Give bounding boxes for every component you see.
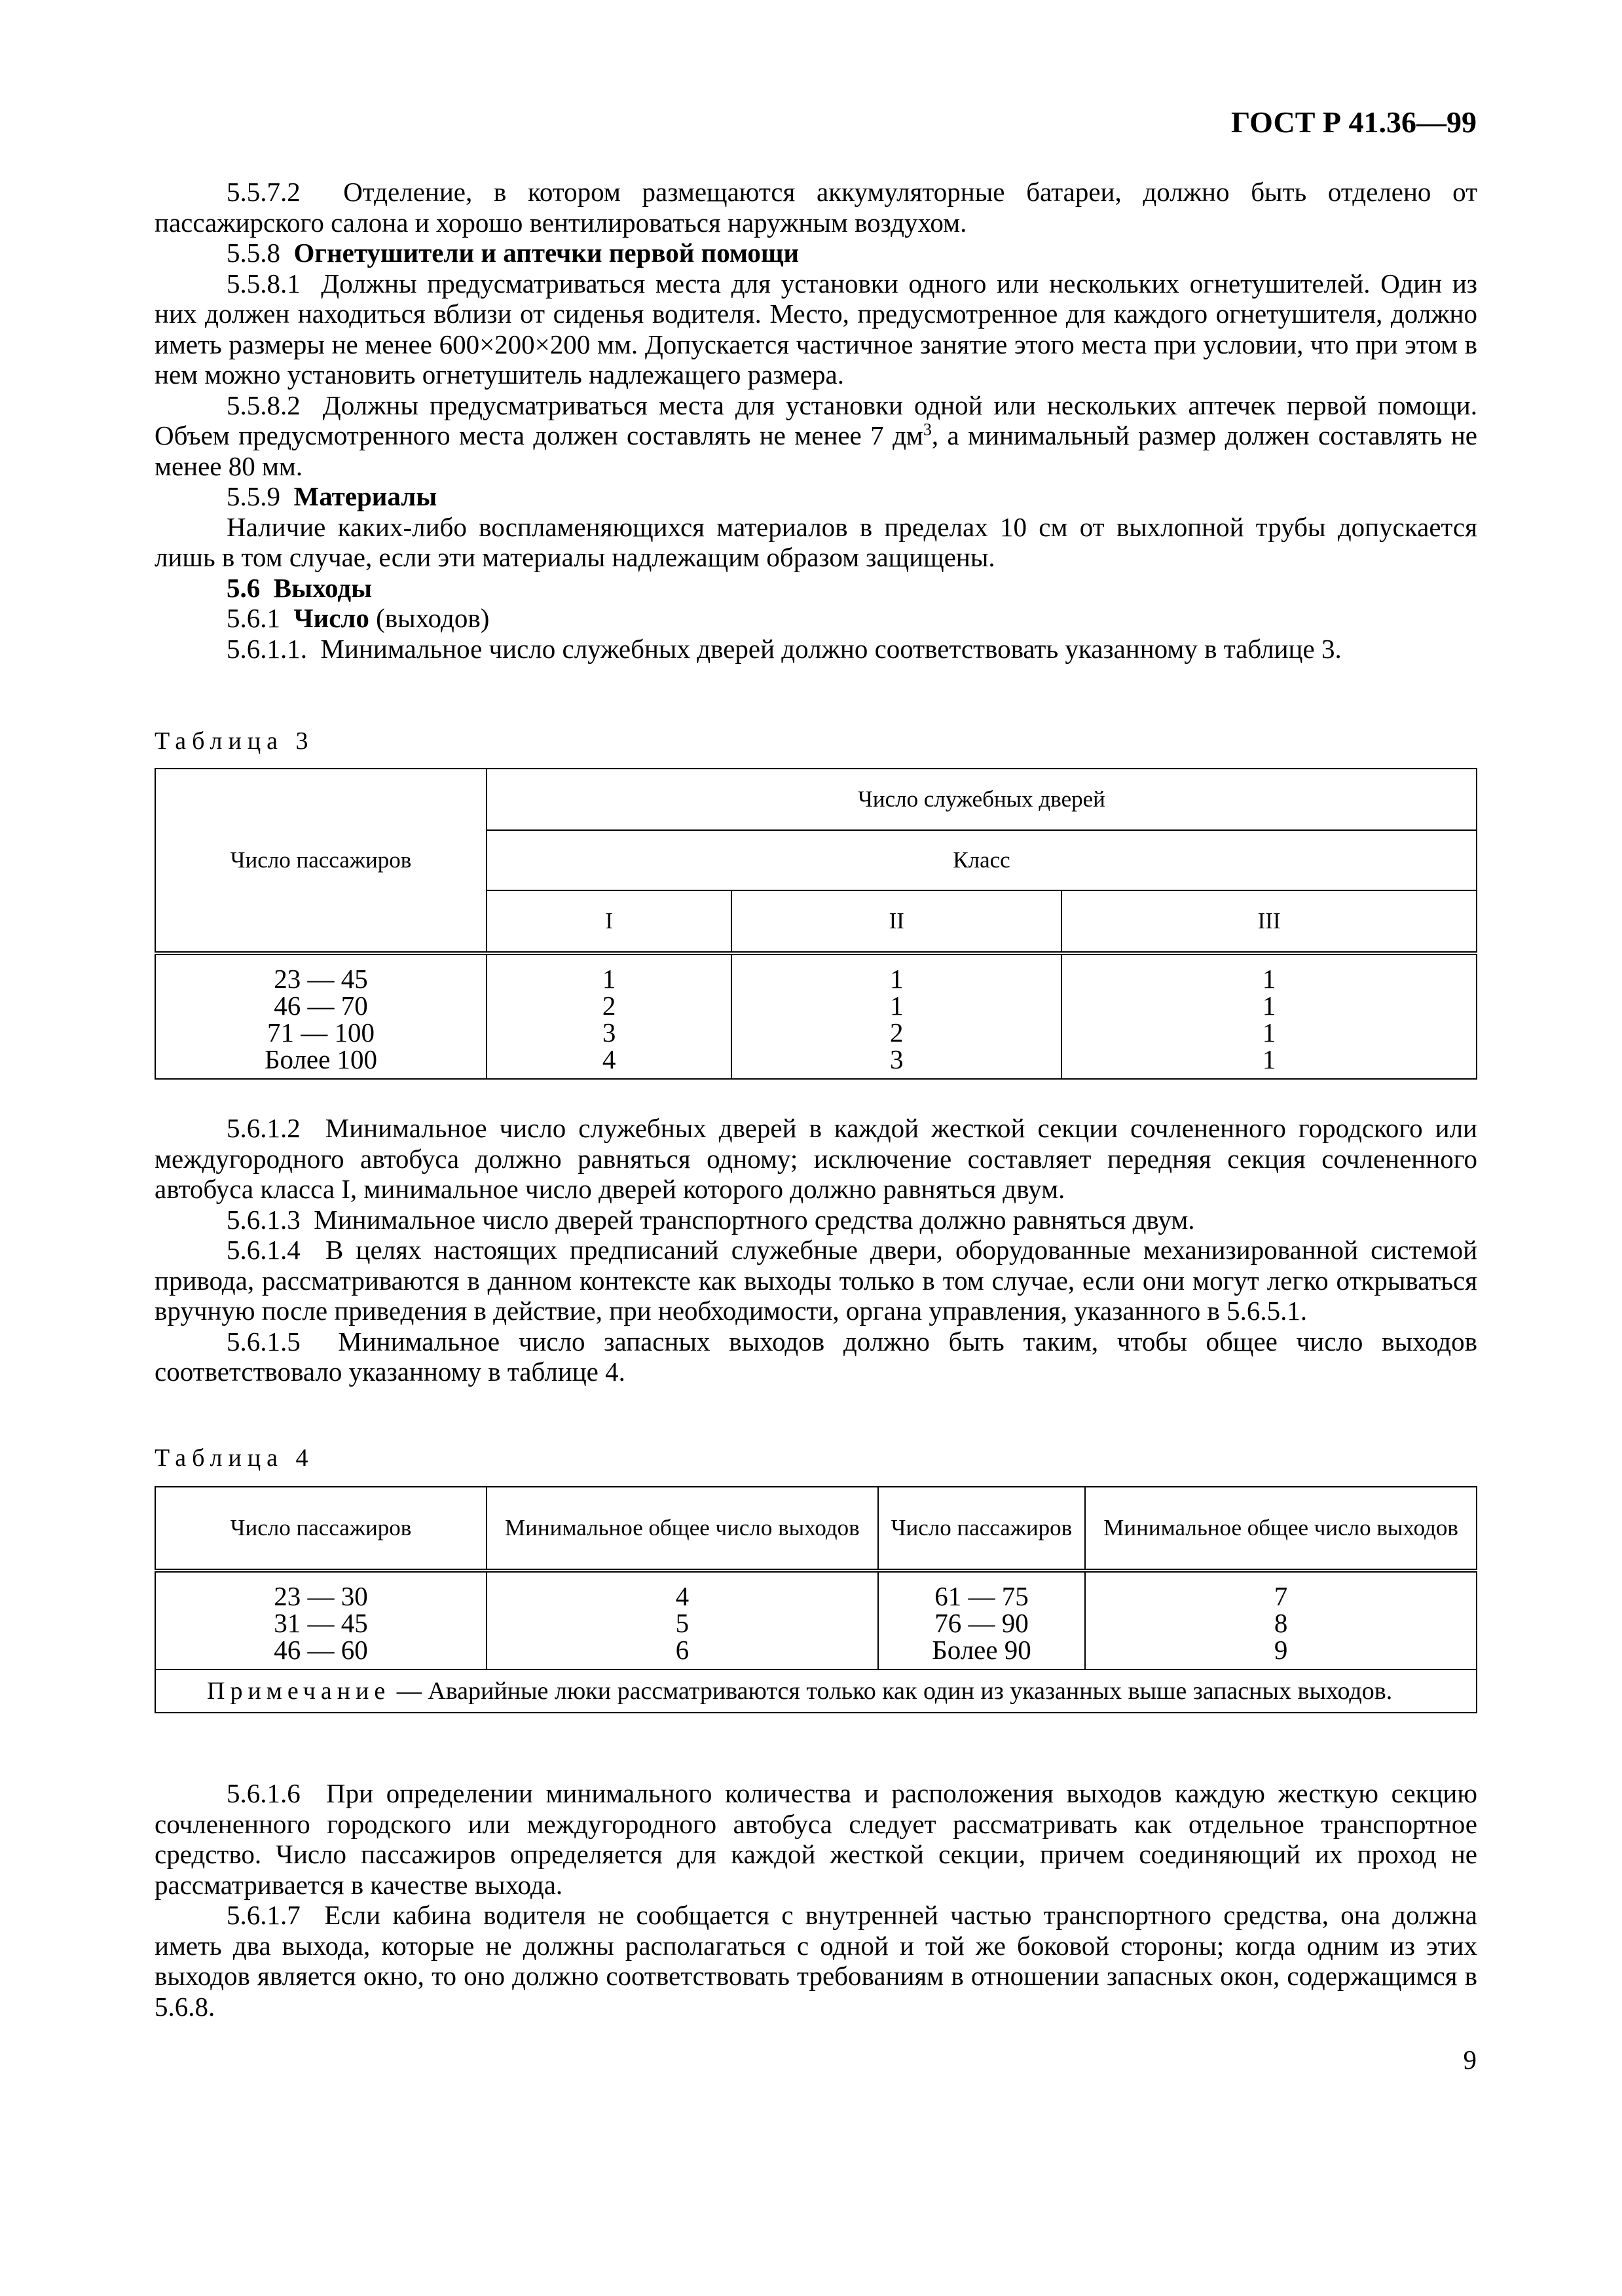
clause-text: Минимальное число служебных дверей в каждой жесткой секции сочлененного городского или междугородного автобуса должно равняться одному; исключение составляет передняя секция сочлененного автобуса класса I, минимальное число дверей которого должно равняться двум. — [155, 1113, 1477, 1204]
cell: 23 — 45 — [274, 964, 368, 994]
clause-number: 5.5.8.2 — [227, 390, 301, 420]
header-class: Класс — [487, 830, 1477, 890]
cell: 1 — [1262, 991, 1276, 1021]
heading-5-6 — [155, 573, 1477, 604]
cell: 1 — [602, 964, 616, 994]
cell: 23 — 30 — [274, 1581, 368, 1611]
paragraph-5-6-1-6 — [155, 1778, 1477, 1900]
header-class-ii: II — [731, 890, 1061, 953]
class-iii-column — [1061, 953, 1477, 1079]
cell: 46 — 60 — [274, 1635, 368, 1665]
section-middle — [155, 1113, 1477, 1387]
header-min-exits: Минимальное общее число выходов — [487, 1487, 878, 1571]
clause-number: 5.6.1.6 — [227, 1778, 301, 1808]
clause-number: 5.6.1.1. — [227, 633, 307, 664]
header-passengers: Число пассажиров — [878, 1487, 1086, 1571]
paragraph-5-6-1-5 — [155, 1326, 1477, 1387]
cell: 1 — [890, 964, 904, 994]
note-text: — Аварийные люки рассматриваются только как один из указанных выше запасных выходов. — [390, 1677, 1393, 1705]
clause-number: 5.6.1.5 — [227, 1326, 301, 1357]
cell: 1 — [1262, 1017, 1276, 1048]
paragraph-5-5-7-2 — [155, 177, 1477, 238]
section-top — [155, 177, 1477, 664]
table-note — [155, 1669, 1477, 1713]
column — [155, 1571, 487, 1669]
column — [878, 1571, 1086, 1669]
clause-number: 5.5.8 — [227, 238, 280, 268]
cell: 31 — 45 — [274, 1608, 368, 1638]
document-code: ГОСТ Р 41.36—99 — [1231, 105, 1477, 139]
cell: 4 — [602, 1044, 616, 1074]
clause-text: При определении минимального количества и расположения выходов каждую жесткую секцию сочлененного городского или междугородного автобуса следует рассматривать как отдельное транспортное средство. Число пассажиров определяется для каждой жесткой секции, причем соединяющий их проход не рассматривается в качестве выхода. — [155, 1778, 1478, 1900]
clause-number: 5.6 — [227, 572, 261, 603]
clause-number: 5.5.7.2 — [227, 177, 301, 207]
table-body — [155, 1571, 1477, 1669]
cell: 1 — [1262, 964, 1276, 994]
paragraph-5-6-1-7 — [155, 1900, 1477, 2022]
header-min-exits: Минимальное общее число выходов — [1085, 1487, 1477, 1571]
table-body — [155, 953, 1477, 1079]
clause-text: , а минимальный размер должен составлять не менее 80 мм. — [155, 420, 1477, 481]
paragraph-5-5-8-2 — [155, 390, 1477, 482]
cell: 3 — [890, 1044, 904, 1074]
cell: 1 — [1262, 1044, 1276, 1074]
column — [487, 1571, 878, 1669]
page-number: 9 — [1463, 2045, 1477, 2075]
cell: 61 — 75 — [934, 1581, 1029, 1611]
cell: 7 — [1274, 1581, 1288, 1611]
paragraph-5-6-1-3 — [155, 1205, 1477, 1235]
class-ii-column — [731, 953, 1061, 1079]
cell: 46 — 70 — [274, 991, 368, 1021]
clause-text: Должны предусматриваться места для установки одной или нескольких аптечек первой помощи. Объем предусмотренного места должен составлять не менее 7 дм — [155, 390, 1477, 450]
clause-text: Если кабина водителя не сообщается с внутренней частью транспортного средства, она должна иметь два выхода, которые не должны располагаться с одной и той же боковой стороны; когда одним из этих выходов является окно, то оно должно соответствовать требованиям в отношении запасных окон, содержащимся в 5.6.8. — [155, 1900, 1478, 2022]
clause-text: Минимальное число дверей транспортного средства должно равняться двум. — [314, 1204, 1195, 1235]
note-label: Примечание — [207, 1677, 391, 1705]
cell: 6 — [675, 1635, 690, 1665]
class-i-column — [487, 953, 731, 1079]
clause-text: Минимальное число служебных дверей должно соответствовать указанному в таблице 3. — [320, 633, 1342, 664]
heading-5-5-9 — [155, 481, 1477, 512]
cell: 5 — [675, 1608, 690, 1638]
header-class-i: I — [487, 890, 731, 953]
section-bottom — [155, 1778, 1477, 2022]
clause-number: 5.6.1.7 — [227, 1900, 301, 1930]
clause-number: 5.5.9 — [227, 481, 280, 511]
table-4 — [155, 1486, 1477, 1713]
paragraph-materials — [155, 512, 1477, 573]
clause-text: Наличие каких-либо воспламеняющихся материалов в пределах 10 см от выхлопной трубы допускается лишь в том случае, если эти материалы надлежащим образом защищены. — [155, 511, 1477, 572]
cell: 8 — [1274, 1608, 1288, 1638]
superscript: 3 — [923, 420, 932, 439]
clause-title: Выходы — [273, 572, 373, 603]
clause-number: 5.6.1.2 — [227, 1113, 301, 1143]
column — [1085, 1571, 1477, 1669]
cell: 9 — [1274, 1635, 1288, 1665]
cell: Более 100 — [264, 1044, 378, 1074]
header-class-iii: III — [1061, 890, 1477, 953]
clause-suffix: (выходов) — [376, 603, 490, 633]
cell: 1 — [890, 991, 904, 1021]
header-passengers: Число пассажиров — [155, 1487, 487, 1571]
clause-title: Огнетушители и аптечки первой помощи — [293, 238, 800, 268]
table-3 — [155, 768, 1477, 1080]
header-passengers: Число пассажиров — [155, 769, 487, 953]
clause-number: 5.6.1.4 — [227, 1235, 301, 1265]
table4-caption: Таблица 4 — [155, 1444, 314, 1472]
clause-title: Число — [293, 603, 369, 633]
cell: 3 — [602, 1017, 616, 1048]
heading-5-6-1 — [155, 603, 1477, 634]
cell: 4 — [675, 1581, 690, 1611]
paragraph-5-6-1-4 — [155, 1235, 1477, 1326]
clause-number: 5.6.1 — [227, 603, 280, 633]
paragraph-5-6-1-2 — [155, 1113, 1477, 1205]
clause-number: 5.6.1.3 — [227, 1204, 301, 1235]
clause-text: Минимальное число запасных выходов должно быть таким, чтобы общее число выходов соответствовало указанному в таблице 4. — [155, 1326, 1477, 1387]
heading-5-5-8 — [155, 238, 1477, 268]
clause-text: Должны предусматриваться места для установки одного или нескольких огнетушителей. Один из них должен находиться вблизи от сиденья водителя. Место, предусмотренное для каждого огнетушителя, должно иметь размеры не менее 600×200×200 мм. Допускается частичное занятие этого места при условии, что при этом в нем можно установить огнетушитель надлежащего размера. — [155, 268, 1477, 390]
passengers-column — [155, 953, 487, 1079]
cell: Более 90 — [932, 1635, 1031, 1665]
cell: 2 — [602, 991, 616, 1021]
cell: 71 — 100 — [267, 1017, 375, 1048]
clause-title: Материалы — [293, 481, 437, 511]
clause-text: В целях настоящих предписаний служебные двери, оборудованные механизированной системой привода, рассматриваются в данном контексте как выходы только в том случае, если они могут легко открываться вручную после приведения в действие, при необходимости, органа управления, указанного в 5.6.5.1. — [155, 1235, 1478, 1326]
cell: 76 — 90 — [934, 1608, 1029, 1638]
header-service-doors: Число служебных дверей — [487, 769, 1477, 830]
clause-text: Отделение, в котором размещаются аккумуляторные батареи, должно быть отделено от пассажирского салона и хорошо вентилироваться наружным воздухом. — [155, 177, 1478, 238]
clause-number: 5.5.8.1 — [227, 268, 301, 299]
table3-caption: Таблица 3 — [155, 727, 314, 755]
paragraph-5-5-8-1 — [155, 268, 1477, 390]
cell: 2 — [890, 1017, 904, 1048]
paragraph-5-6-1-1 — [155, 634, 1477, 665]
